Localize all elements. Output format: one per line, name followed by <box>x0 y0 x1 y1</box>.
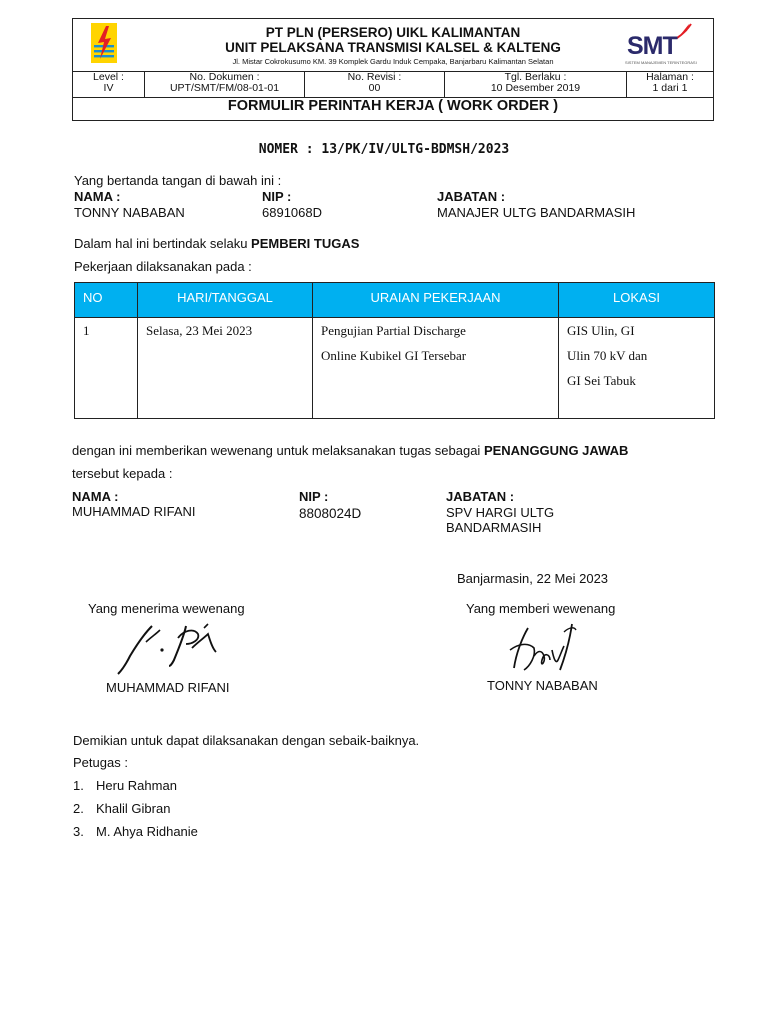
giver-position: MANAJER ULTG BANDARMASIH <box>437 205 636 220</box>
meta-label: Level : <box>93 71 124 83</box>
meta-value: 10 Desember 2019 <box>490 82 581 94</box>
location-line: GIS Ulin, GI <box>567 323 635 338</box>
meta-page <box>627 71 713 97</box>
sign-left-name: MUHAMMAD RIFANI <box>106 680 230 695</box>
authority-prefix: dengan ini memberikan wewenang untuk melaksanakan tugas sebagai <box>72 443 484 458</box>
authority-statement <box>72 443 628 458</box>
officers-label: Petugas : <box>73 755 128 770</box>
work-intro: Pekerjaan dilaksanakan pada : <box>74 259 252 274</box>
company-name: PT PLN (PERSERO) UIKL KALIMANTAN <box>265 25 521 40</box>
meta-value: 00 <box>368 82 381 94</box>
signature-receiver <box>112 620 222 676</box>
authority-suffix: tersebut kepada : <box>72 466 173 481</box>
company-address: Jl. Mistar Cokrokusumo KM. 39 Komplek Gardu Induk Cempaka, Banjarbaru Kalimantan Selatan <box>232 57 554 66</box>
meta-value: UPT/SMT/FM/08-01-01 <box>169 82 280 94</box>
column-header-date: HARI/TANGGAL <box>138 283 313 318</box>
officer-name: M. Ahya Ridhanie <box>96 824 198 839</box>
receiver-nip-label: NIP : <box>299 489 329 504</box>
meta-label: Tgl. Berlaku : <box>504 71 567 83</box>
officer-number: 2. <box>73 801 84 816</box>
form-title: FORMULIR PERINTAH KERJA ( WORK ORDER ) <box>227 98 559 114</box>
cell-location <box>559 318 715 419</box>
cell-no: 1 <box>75 318 138 419</box>
unit-name: UNIT PELAKSANA TRANSMISI KALSEL & KALTENG <box>225 40 561 55</box>
acting-role: PEMBERI TUGAS <box>251 236 360 251</box>
meta-effective-date <box>445 71 627 97</box>
sign-left-label: Yang menerima wewenang <box>88 601 245 616</box>
sign-right-name: TONNY NABABAN <box>487 678 598 693</box>
meta-level <box>73 71 145 97</box>
officer-name: Khalil Gibran <box>96 801 171 816</box>
receiver-position-line1: SPV HARGI ULTG <box>446 505 555 520</box>
receiver-name: MUHAMMAD RIFANI <box>72 504 196 519</box>
officer-number: 1. <box>73 778 84 793</box>
receiver-name-label: NAMA : <box>72 489 119 504</box>
receiver-position-line2: BANDARMASIH <box>446 520 542 535</box>
smt-logo-subtext: SISTEM MANAJEMEN TERINTEGRASI <box>625 60 697 65</box>
receiver-nip: 8808024D <box>299 506 362 521</box>
acting-prefix: Dalam hal ini bertindak selaku <box>74 236 252 251</box>
document-header <box>72 18 714 121</box>
cell-work <box>313 318 559 419</box>
sign-right-label: Yang memberi wewenang <box>466 601 616 616</box>
meta-label: No. Revisi : <box>347 71 402 83</box>
table-header-row <box>75 283 715 318</box>
meta-revision <box>305 71 445 97</box>
work-line: Online Kubikel GI Tersebar <box>321 348 467 363</box>
list-item <box>73 778 177 793</box>
location-line: GI Sei Tabuk <box>567 373 636 388</box>
work-line: Pengujian Partial Discharge <box>321 323 466 338</box>
meta-value: IV <box>103 82 114 94</box>
receiver-position-label: JABATAN : <box>446 489 515 504</box>
meta-document-number <box>145 71 305 97</box>
closing-statement: Demikian untuk dapat dilaksanakan dengan sebaik-baiknya. <box>73 733 420 748</box>
acting-statement <box>74 236 359 251</box>
smt-logo <box>623 22 705 68</box>
column-header-work: URAIAN PEKERJAAN <box>313 283 559 318</box>
document-number: NOMER : 13/PK/IV/ULTG-BDMSH/2023 <box>258 142 510 157</box>
table-row <box>75 318 715 419</box>
officer-number: 3. <box>73 824 84 839</box>
meta-value: 1 dari 1 <box>652 82 688 94</box>
cell-date: Selasa, 23 Mei 2023 <box>138 318 313 419</box>
smt-logo-text: SMT <box>627 32 677 60</box>
place-date: Banjarmasin, 22 Mei 2023 <box>457 571 609 586</box>
meta-label: Halaman : <box>646 71 694 83</box>
giver-nip: 6891068D <box>262 205 322 220</box>
giver-nip-label: NIP : <box>262 189 292 204</box>
signer-intro: Yang bertanda tangan di bawah ini : <box>74 173 282 188</box>
column-header-no: NO <box>75 283 138 318</box>
signature-giver <box>506 620 586 676</box>
column-header-location: LOKASI <box>559 283 715 318</box>
work-order-table <box>74 282 715 419</box>
giver-name: TONNY NABABAN <box>74 205 185 220</box>
giver-name-label: NAMA : <box>74 189 121 204</box>
list-item <box>73 824 198 839</box>
location-line: Ulin 70 kV dan <box>567 348 648 363</box>
giver-position-label: JABATAN : <box>437 189 506 204</box>
authority-role: PENANGGUNG JAWAB <box>483 443 629 458</box>
meta-label: No. Dokumen : <box>189 71 260 83</box>
officer-name: Heru Rahman <box>96 778 177 793</box>
document-meta-row <box>73 71 713 98</box>
list-item <box>73 801 170 816</box>
header-title-block <box>73 19 713 72</box>
